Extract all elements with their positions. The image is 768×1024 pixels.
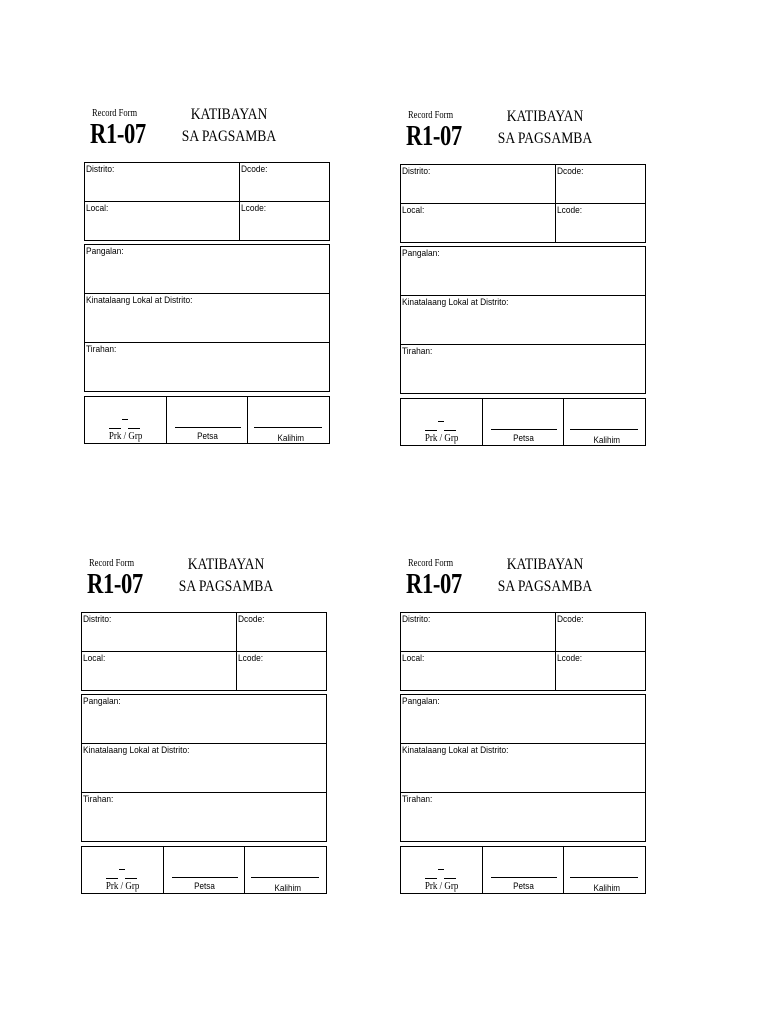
personal-info-table [400,694,646,842]
personal-info-table [84,244,330,392]
kalihim-label: Kalihim [593,435,621,445]
record-form-label: Record Form [89,558,135,569]
kalihim-label: Kalihim [277,433,305,443]
prk-dash [438,869,444,870]
prk-grp-label: Prk / Grp [424,433,459,444]
pangalan-label: Pangalan: [402,248,440,259]
prk-grp-label: Prk / Grp [108,431,143,442]
district-local-table [84,162,330,241]
prk-grp-cell[interactable] [82,847,164,893]
record-form-top-right [400,108,646,445]
signature-row [400,846,646,894]
pangalan-field[interactable] [401,247,646,296]
district-local-table [81,612,327,691]
dcode-label: Dcode: [238,614,265,625]
distrito-label: Distrito: [86,164,115,175]
grp-line [444,430,456,431]
kinatalaang-label: Kinatalaang Lokal at Distrito: [402,297,509,308]
petsa-label: Petsa [197,431,218,441]
pangalan-field[interactable] [85,245,330,294]
petsa-line [491,429,557,430]
lcode-label: Lcode: [238,653,264,664]
tirahan-label: Tirahan: [402,346,433,357]
prk-dash [122,419,128,420]
tirahan-label: Tirahan: [86,344,117,355]
personal-info-table [81,694,327,842]
petsa-line [172,877,238,878]
kinatalaang-label: Kinatalaang Lokal at Distrito: [402,745,509,756]
prk-dash [438,421,444,422]
prk-grp-cell[interactable] [401,399,483,445]
kinatalaang-field[interactable] [401,296,646,345]
form-title-line1: KATIBAYAN [506,556,584,573]
distrito-label: Distrito: [83,614,112,625]
prk-line [106,878,118,879]
signature-row [400,398,646,446]
petsa-line [175,427,241,428]
petsa-label: Petsa [194,881,215,891]
local-label: Local: [402,205,425,216]
record-form-label: Record Form [408,558,454,569]
kalihim-label: Kalihim [593,883,621,893]
kalihim-cell[interactable] [564,399,645,445]
kinatalaang-field[interactable] [85,294,330,343]
petsa-cell[interactable] [483,399,564,445]
kalihim-line [570,429,638,430]
lcode-label: Lcode: [557,205,583,216]
grp-line [128,428,140,429]
local-label: Local: [83,653,106,664]
pangalan-label: Pangalan: [402,696,440,707]
form-title-line2: SA PAGSAMBA [497,130,593,147]
dcode-label: Dcode: [241,164,268,175]
form-code: R1-07 [406,120,462,152]
form-title-line1: KATIBAYAN [187,556,265,573]
distrito-field[interactable] [401,165,556,204]
distrito-field[interactable] [401,613,556,652]
record-form-bottom-right [400,556,646,893]
distrito-field[interactable] [85,163,240,202]
record-form-bottom-left [81,556,327,893]
prk-line [425,430,437,431]
form-header [400,108,646,164]
tirahan-field[interactable] [401,793,646,842]
tirahan-field[interactable] [401,345,646,394]
dcode-field[interactable] [237,613,327,652]
dcode-field[interactable] [556,613,646,652]
pangalan-field[interactable] [82,695,327,744]
distrito-label: Distrito: [402,614,431,625]
kalihim-label: Kalihim [274,883,302,893]
form-title-line2: SA PAGSAMBA [181,128,277,145]
kalihim-cell[interactable] [564,847,645,893]
form-title-line2: SA PAGSAMBA [178,578,274,595]
dcode-label: Dcode: [557,166,584,177]
lcode-label: Lcode: [241,203,267,214]
petsa-line [491,877,557,878]
record-form-top-left [84,106,330,443]
lcode-field[interactable] [556,204,646,243]
local-field[interactable] [82,652,237,691]
prk-line [109,428,121,429]
kinatalaang-label: Kinatalaang Lokal at Distrito: [86,295,193,306]
dcode-field[interactable] [556,165,646,204]
prk-grp-cell[interactable] [85,397,167,443]
prk-grp-cell[interactable] [401,847,483,893]
prk-grp-label: Prk / Grp [424,881,459,892]
local-label: Local: [402,653,425,664]
record-form-label: Record Form [92,108,138,119]
prk-grp-label: Prk / Grp [105,881,140,892]
lcode-field[interactable] [240,202,330,241]
lcode-field[interactable] [237,652,327,691]
lcode-field[interactable] [556,652,646,691]
kalihim-line [251,877,319,878]
petsa-cell[interactable] [483,847,564,893]
tirahan-field[interactable] [82,793,327,842]
grp-line [125,878,137,879]
petsa-label: Petsa [513,433,534,443]
kinatalaang-field[interactable] [401,744,646,793]
signature-row [81,846,327,894]
distrito-label: Distrito: [402,166,431,177]
local-field[interactable] [85,202,240,241]
local-field[interactable] [401,204,556,243]
distrito-field[interactable] [82,613,237,652]
district-local-table [400,164,646,243]
dcode-field[interactable] [240,163,330,202]
form-title-line1: KATIBAYAN [506,108,584,125]
prk-dash [119,869,125,870]
form-header [81,556,327,612]
pangalan-label: Pangalan: [83,696,121,707]
local-label: Local: [86,203,109,214]
tirahan-label: Tirahan: [83,794,114,805]
grp-line [444,878,456,879]
form-header [400,556,646,612]
kalihim-cell[interactable] [245,847,326,893]
form-header [84,106,330,162]
form-title-line2: SA PAGSAMBA [497,578,593,595]
record-form-label: Record Form [408,110,454,121]
pangalan-field[interactable] [401,695,646,744]
prk-line [425,878,437,879]
signature-row [84,396,330,444]
form-code: R1-07 [87,568,143,600]
petsa-label: Petsa [513,881,534,891]
tirahan-label: Tirahan: [402,794,433,805]
kinatalaang-field[interactable] [82,744,327,793]
form-title-line1: KATIBAYAN [190,106,268,123]
district-local-table [400,612,646,691]
tirahan-field[interactable] [85,343,330,392]
form-code: R1-07 [90,118,146,150]
personal-info-table [400,246,646,394]
petsa-cell[interactable] [164,847,245,893]
dcode-label: Dcode: [557,614,584,625]
pangalan-label: Pangalan: [86,246,124,257]
local-field[interactable] [401,652,556,691]
petsa-cell[interactable] [167,397,248,443]
kalihim-line [570,877,638,878]
kalihim-line [254,427,322,428]
lcode-label: Lcode: [557,653,583,664]
kalihim-cell[interactable] [248,397,329,443]
form-code: R1-07 [406,568,462,600]
kinatalaang-label: Kinatalaang Lokal at Distrito: [83,745,190,756]
